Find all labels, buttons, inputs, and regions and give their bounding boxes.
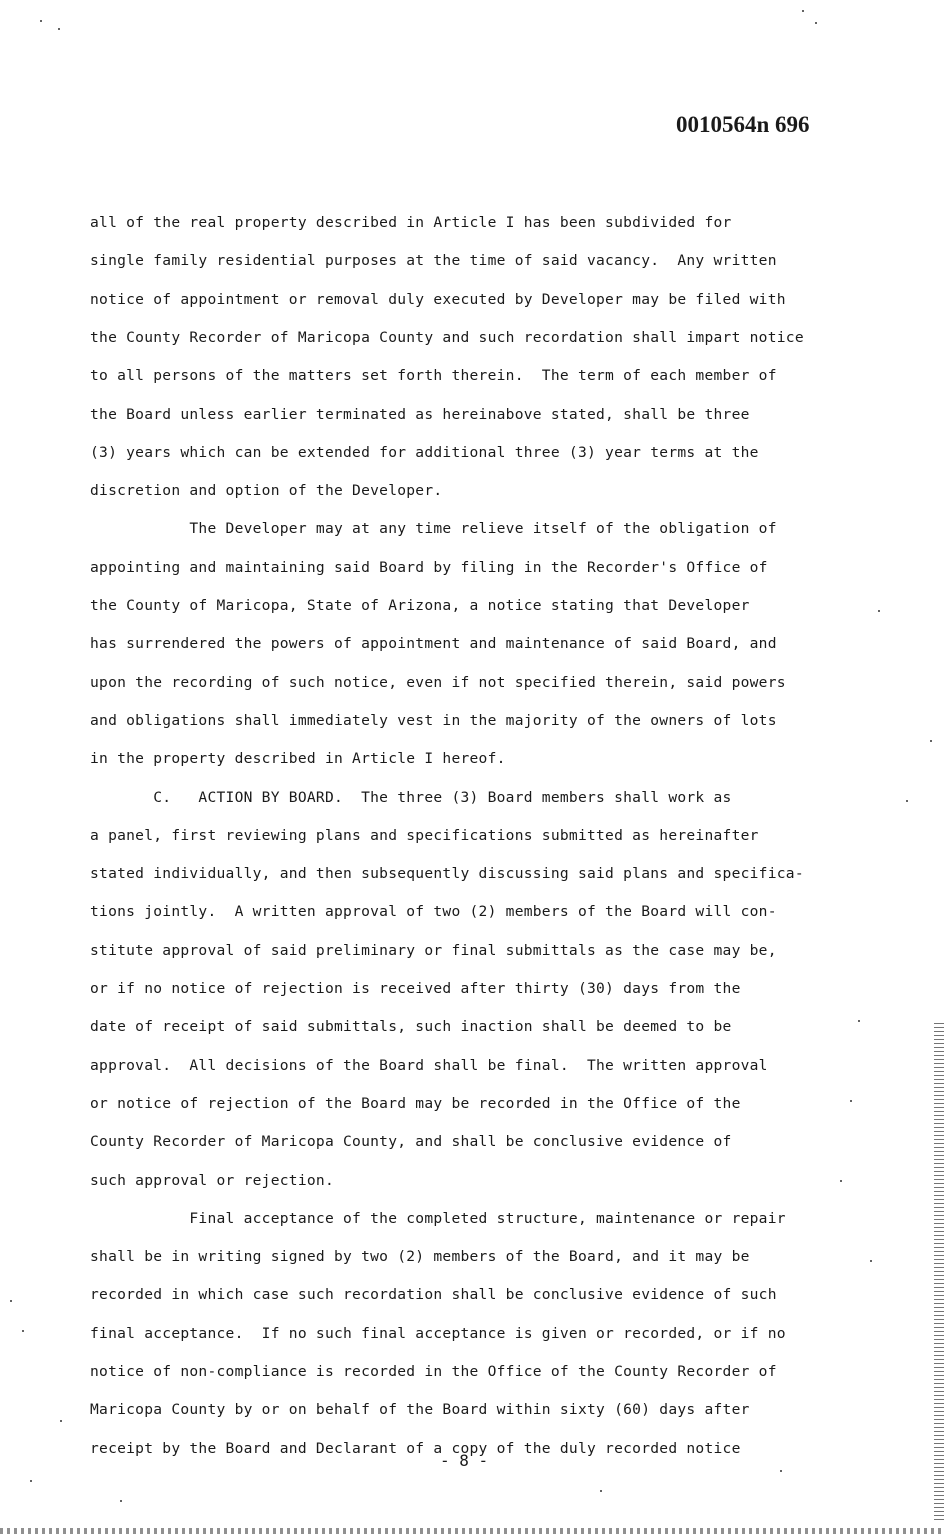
text-line: notice of non-compliance is recorded in the Office of the County Recorder of xyxy=(90,1363,777,1380)
text-line: date of receipt of said submittals, such inaction shall be deemed to be xyxy=(90,1018,732,1036)
scan-bottom-artifact xyxy=(0,1528,944,1534)
scan-speck xyxy=(870,1260,872,1262)
scan-speck xyxy=(878,610,880,612)
text-line: the County Recorder of Maricopa County and such recordation shall impart notice xyxy=(90,328,804,346)
text-line: notice of appointment or removal duly executed by Developer may be filed with xyxy=(90,290,786,308)
scan-speck xyxy=(30,1480,32,1482)
scan-speck xyxy=(815,22,817,24)
text-line: or if no notice of rejection is received after thirty (30) days from the xyxy=(90,980,741,997)
page-number: - 8 - xyxy=(440,1451,489,1470)
text-line: in the property described in Article I hereof. xyxy=(90,750,506,768)
scan-speck xyxy=(60,1420,62,1422)
text-line: County Recorder of Maricopa County, and shall be conclusive evidence of xyxy=(90,1133,732,1151)
scan-speck xyxy=(802,10,804,12)
scan-speck xyxy=(10,1300,12,1302)
text-line: Maricopa County by or on behalf of the Board within sixty (60) days after xyxy=(90,1401,750,1419)
scan-speck xyxy=(858,1020,860,1022)
text-line: upon the recording of such notice, even if not specified therein, said powers xyxy=(90,673,786,691)
scan-speck xyxy=(58,28,60,30)
text-line: or notice of rejection of the Board may be recorded in the Office of the xyxy=(90,1094,741,1112)
text-line: such approval or rejection. xyxy=(90,1171,334,1189)
scan-speck xyxy=(906,800,908,802)
text-line: the County of Maricopa, State of Arizona, a notice stating that Developer xyxy=(90,597,750,614)
text-line: C. ACTION BY BOARD. The three (3) Board members shall work as xyxy=(90,788,732,806)
text-line: stated individually, and then subsequently discussing said plans and specifica- xyxy=(90,865,804,883)
text-line: stitute approval of said preliminary or final submittals as the case may be, xyxy=(90,941,777,959)
text-line: (3) years which can be extended for additional three (3) year terms at the xyxy=(90,443,759,461)
text-line: discretion and option of the Developer. xyxy=(90,482,443,500)
text-line: Final acceptance of the completed structure, maintenance or repair xyxy=(90,1209,786,1227)
scan-speck xyxy=(840,1180,842,1182)
scan-speck xyxy=(120,1500,122,1502)
text-line: final acceptance. If no such final acceptance is given or recorded, or if no xyxy=(90,1324,786,1342)
text-line: and obligations shall immediately vest in the majority of the owners of lots xyxy=(90,711,777,729)
scan-speck xyxy=(850,1100,852,1102)
text-line: tions jointly. A written approval of two (2) members of the Board will con- xyxy=(90,903,777,921)
text-line: The Developer may at any time relieve itself of the obligation of xyxy=(90,520,777,538)
text-line: receipt by the Board and Declarant of a copy of the duly recorded notice xyxy=(90,1439,741,1457)
text-line: single family residential purposes at the time of said vacancy. Any written xyxy=(90,252,777,270)
scan-speck xyxy=(600,1490,602,1492)
text-line: shall be in writing signed by two (2) members of the Board, and it may be xyxy=(90,1248,750,1266)
scan-speck xyxy=(22,1330,24,1332)
text-line: has surrendered the powers of appointment and maintenance of said Board, and xyxy=(90,635,777,653)
recording-reference-number: 0010564n 696 xyxy=(676,112,810,137)
text-line: a panel, first reviewing plans and specifications submitted as hereinafter xyxy=(90,826,759,844)
text-line: approval. All decisions of the Board shall be final. The written approval xyxy=(90,1056,768,1074)
text-line: all of the real property described in Article I has been subdivided for xyxy=(90,214,732,231)
text-line: the Board unless earlier terminated as hereinabove stated, shall be three xyxy=(90,405,750,423)
scan-speck xyxy=(780,1470,782,1472)
scan-speck xyxy=(930,740,932,742)
text-line: appointing and maintaining said Board by filing in the Recorder's Office of xyxy=(90,558,768,576)
scan-speck xyxy=(40,20,42,22)
text-line: recorded in which case such recordation shall be conclusive evidence of such xyxy=(90,1286,777,1304)
text-line: to all persons of the matters set forth therein. The term of each member of xyxy=(90,367,777,385)
scan-edge-artifact xyxy=(934,1020,944,1520)
